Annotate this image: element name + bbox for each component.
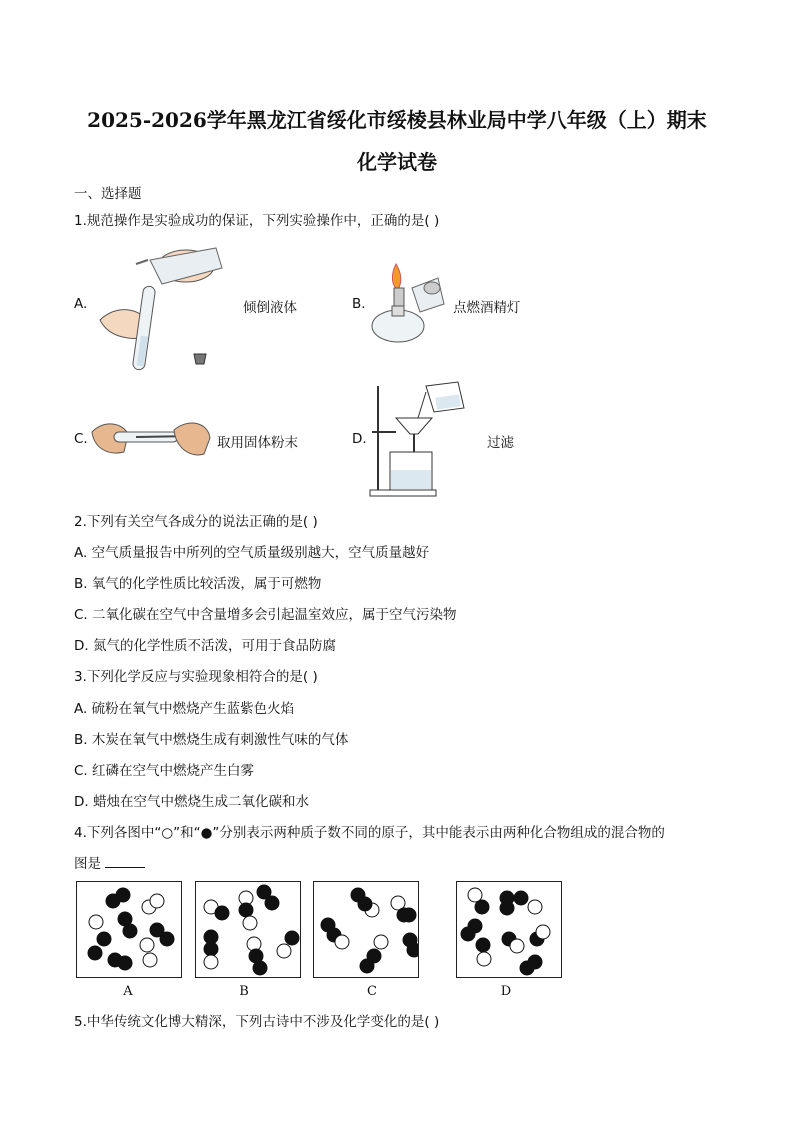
molecule-label-a: A bbox=[123, 984, 133, 999]
q4-stem-line1: 4.下列各图中“○”和“●”分别表示两种质子数不同的原子，其中能表示由两种化合物组成的混合物的 bbox=[74, 825, 665, 841]
q1-option-d-caption: 过滤 bbox=[487, 435, 514, 451]
q1-option-b-caption: 点燃酒精灯 bbox=[453, 300, 521, 316]
q3-option-d: D. 蜡烛在空气中燃烧生成二氧化碳和水 bbox=[74, 794, 309, 810]
q2-stem: 2.下列有关空气各成分的说法正确的是( ) bbox=[74, 514, 318, 530]
q4-stem-line2-text: 图是 bbox=[74, 856, 101, 872]
q1-option-a-caption: 倾倒液体 bbox=[243, 300, 297, 316]
molecule-diagram-c bbox=[313, 881, 419, 978]
q1-option-c-letter: C. bbox=[74, 431, 88, 447]
q3-stem: 3.下列化学反应与实验现象相符合的是( ) bbox=[74, 669, 318, 685]
answer-blank bbox=[105, 855, 145, 868]
pour-liquid-illustration bbox=[90, 238, 240, 374]
exam-title-line2: 化学试卷 bbox=[357, 150, 437, 174]
q2-option-c: C. 二氧化碳在空气中含量增多会引起温室效应，属于空气污染物 bbox=[74, 607, 457, 623]
molecule-diagram-d bbox=[456, 881, 562, 978]
molecule-label-d: D bbox=[500, 984, 512, 999]
filtration-illustration bbox=[366, 378, 470, 500]
molecule-diagram-b bbox=[195, 881, 301, 978]
exam-title-line1: 2025-2026学年黑龙江省绥化市绥棱县林业局中学八年级（上）期末 bbox=[87, 108, 707, 132]
molecule-label-c: C bbox=[367, 984, 377, 999]
q3-option-a: A. 硫粉在氧气中燃烧产生蓝紫色火焰 bbox=[74, 701, 295, 717]
molecule-label-b: B bbox=[239, 984, 249, 999]
solid-powder-illustration bbox=[88, 414, 214, 464]
q1-option-c-caption: 取用固体粉末 bbox=[217, 435, 298, 451]
q1-option-a-letter: A. bbox=[74, 296, 88, 312]
q2-option-a: A. 空气质量报告中所列的空气质量级别越大，空气质量越好 bbox=[74, 545, 430, 561]
q1-option-d-letter: D. bbox=[352, 431, 367, 447]
q4-stem-line2 bbox=[74, 852, 145, 872]
section-heading: 一、选择题 bbox=[74, 186, 142, 202]
q2-option-b: B. 氧气的化学性质比较活泼，属于可燃物 bbox=[74, 576, 322, 592]
q3-option-c: C. 红磷在空气中燃烧产生白雾 bbox=[74, 763, 255, 779]
molecule-diagram-a bbox=[76, 881, 182, 978]
q1-option-b-letter: B. bbox=[352, 296, 366, 312]
q2-option-d: D. 氮气的化学性质不活泼，可用于食品防腐 bbox=[74, 638, 336, 654]
q3-option-b: B. 木炭在氧气中燃烧生成有刺激性气味的气体 bbox=[74, 732, 349, 748]
q5-stem: 5.中华传统文化博大精深，下列古诗中不涉及化学变化的是( ) bbox=[74, 1014, 440, 1030]
q1-stem: 1.规范操作是实验成功的保证，下列实验操作中，正确的是( ) bbox=[74, 213, 440, 229]
alcohol-lamp-illustration bbox=[368, 258, 450, 350]
